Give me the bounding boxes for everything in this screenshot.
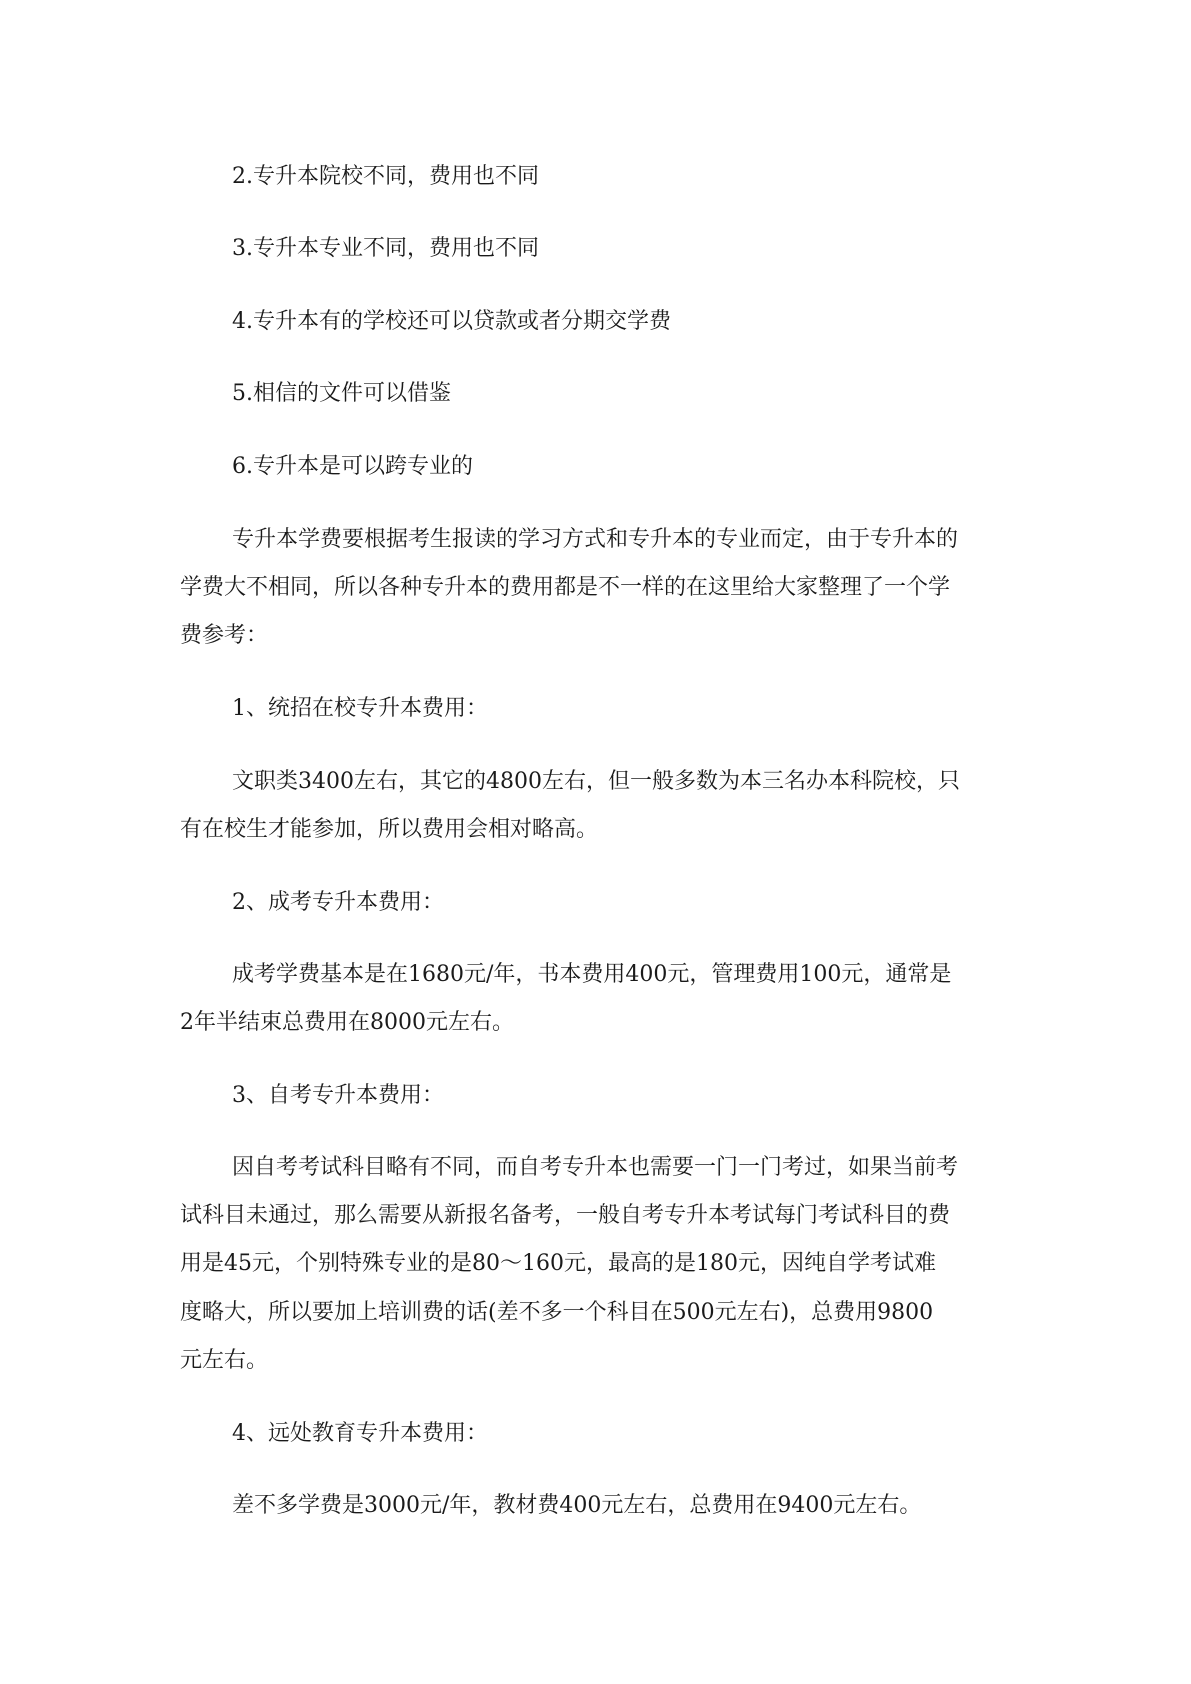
paragraph-line: 专升本学费要根据考生报读的学习方式和专升本的专业而定，由于专升本的 [232,527,959,552]
paragraph-line: 因自考考试科目略有不同，而自考专升本也需要一门一门考过，如果当前考 [232,1155,959,1180]
list-item: 6.专升本是可以跨专业的 [232,454,473,479]
list-item: 4.专升本有的学校还可以贷款或者分期交学费 [232,309,671,334]
list-item: 5.相信的文件可以借鉴 [232,381,451,406]
paragraph-line: 度略大，所以要加上培训费的话(差不多一个科目在500元左右)，总费用9800 [180,1300,934,1325]
section-heading: 2、成考专升本费用： [232,890,444,915]
paragraph-line: 费参考： [180,623,269,648]
section-heading: 3、自考专升本费用： [232,1083,444,1108]
list-item: 3.专升本专业不同，费用也不同 [232,236,539,261]
section-heading: 4、远处教育专升本费用： [232,1421,488,1446]
paragraph-line: 成考学费基本是在1680元/年，书本费用400元，管理费用100元，通常是 [232,962,952,987]
list-item: 2.专升本院校不同，费用也不同 [232,164,539,189]
paragraph-line: 有在校生才能参加，所以费用会相对略高。 [180,817,599,842]
paragraph-line: 试科目未通过，那么需要从新报名备考，一般自考专升本考试每门考试科目的费 [180,1203,951,1228]
paragraph-line: 用是45元，个别特殊专业的是80～160元，最高的是180元，因纯自学考试难 [180,1251,936,1276]
paragraph-line: 2年半结束总费用在8000元左右。 [180,1010,514,1035]
section-heading: 1、统招在校专升本费用： [232,696,488,721]
paragraph-line: 学费大不相同，所以各种专升本的费用都是不一样的在这里给大家整理了一个学 [180,575,951,600]
paragraph-line: 差不多学费是3000元/年，教材费400元左右，总费用在9400元左右。 [232,1493,922,1518]
paragraph-line: 元左右。 [180,1348,269,1373]
paragraph-line: 文职类3400左右，其它的4800左右，但一般多数为本三名办本科院校，只 [232,769,960,794]
